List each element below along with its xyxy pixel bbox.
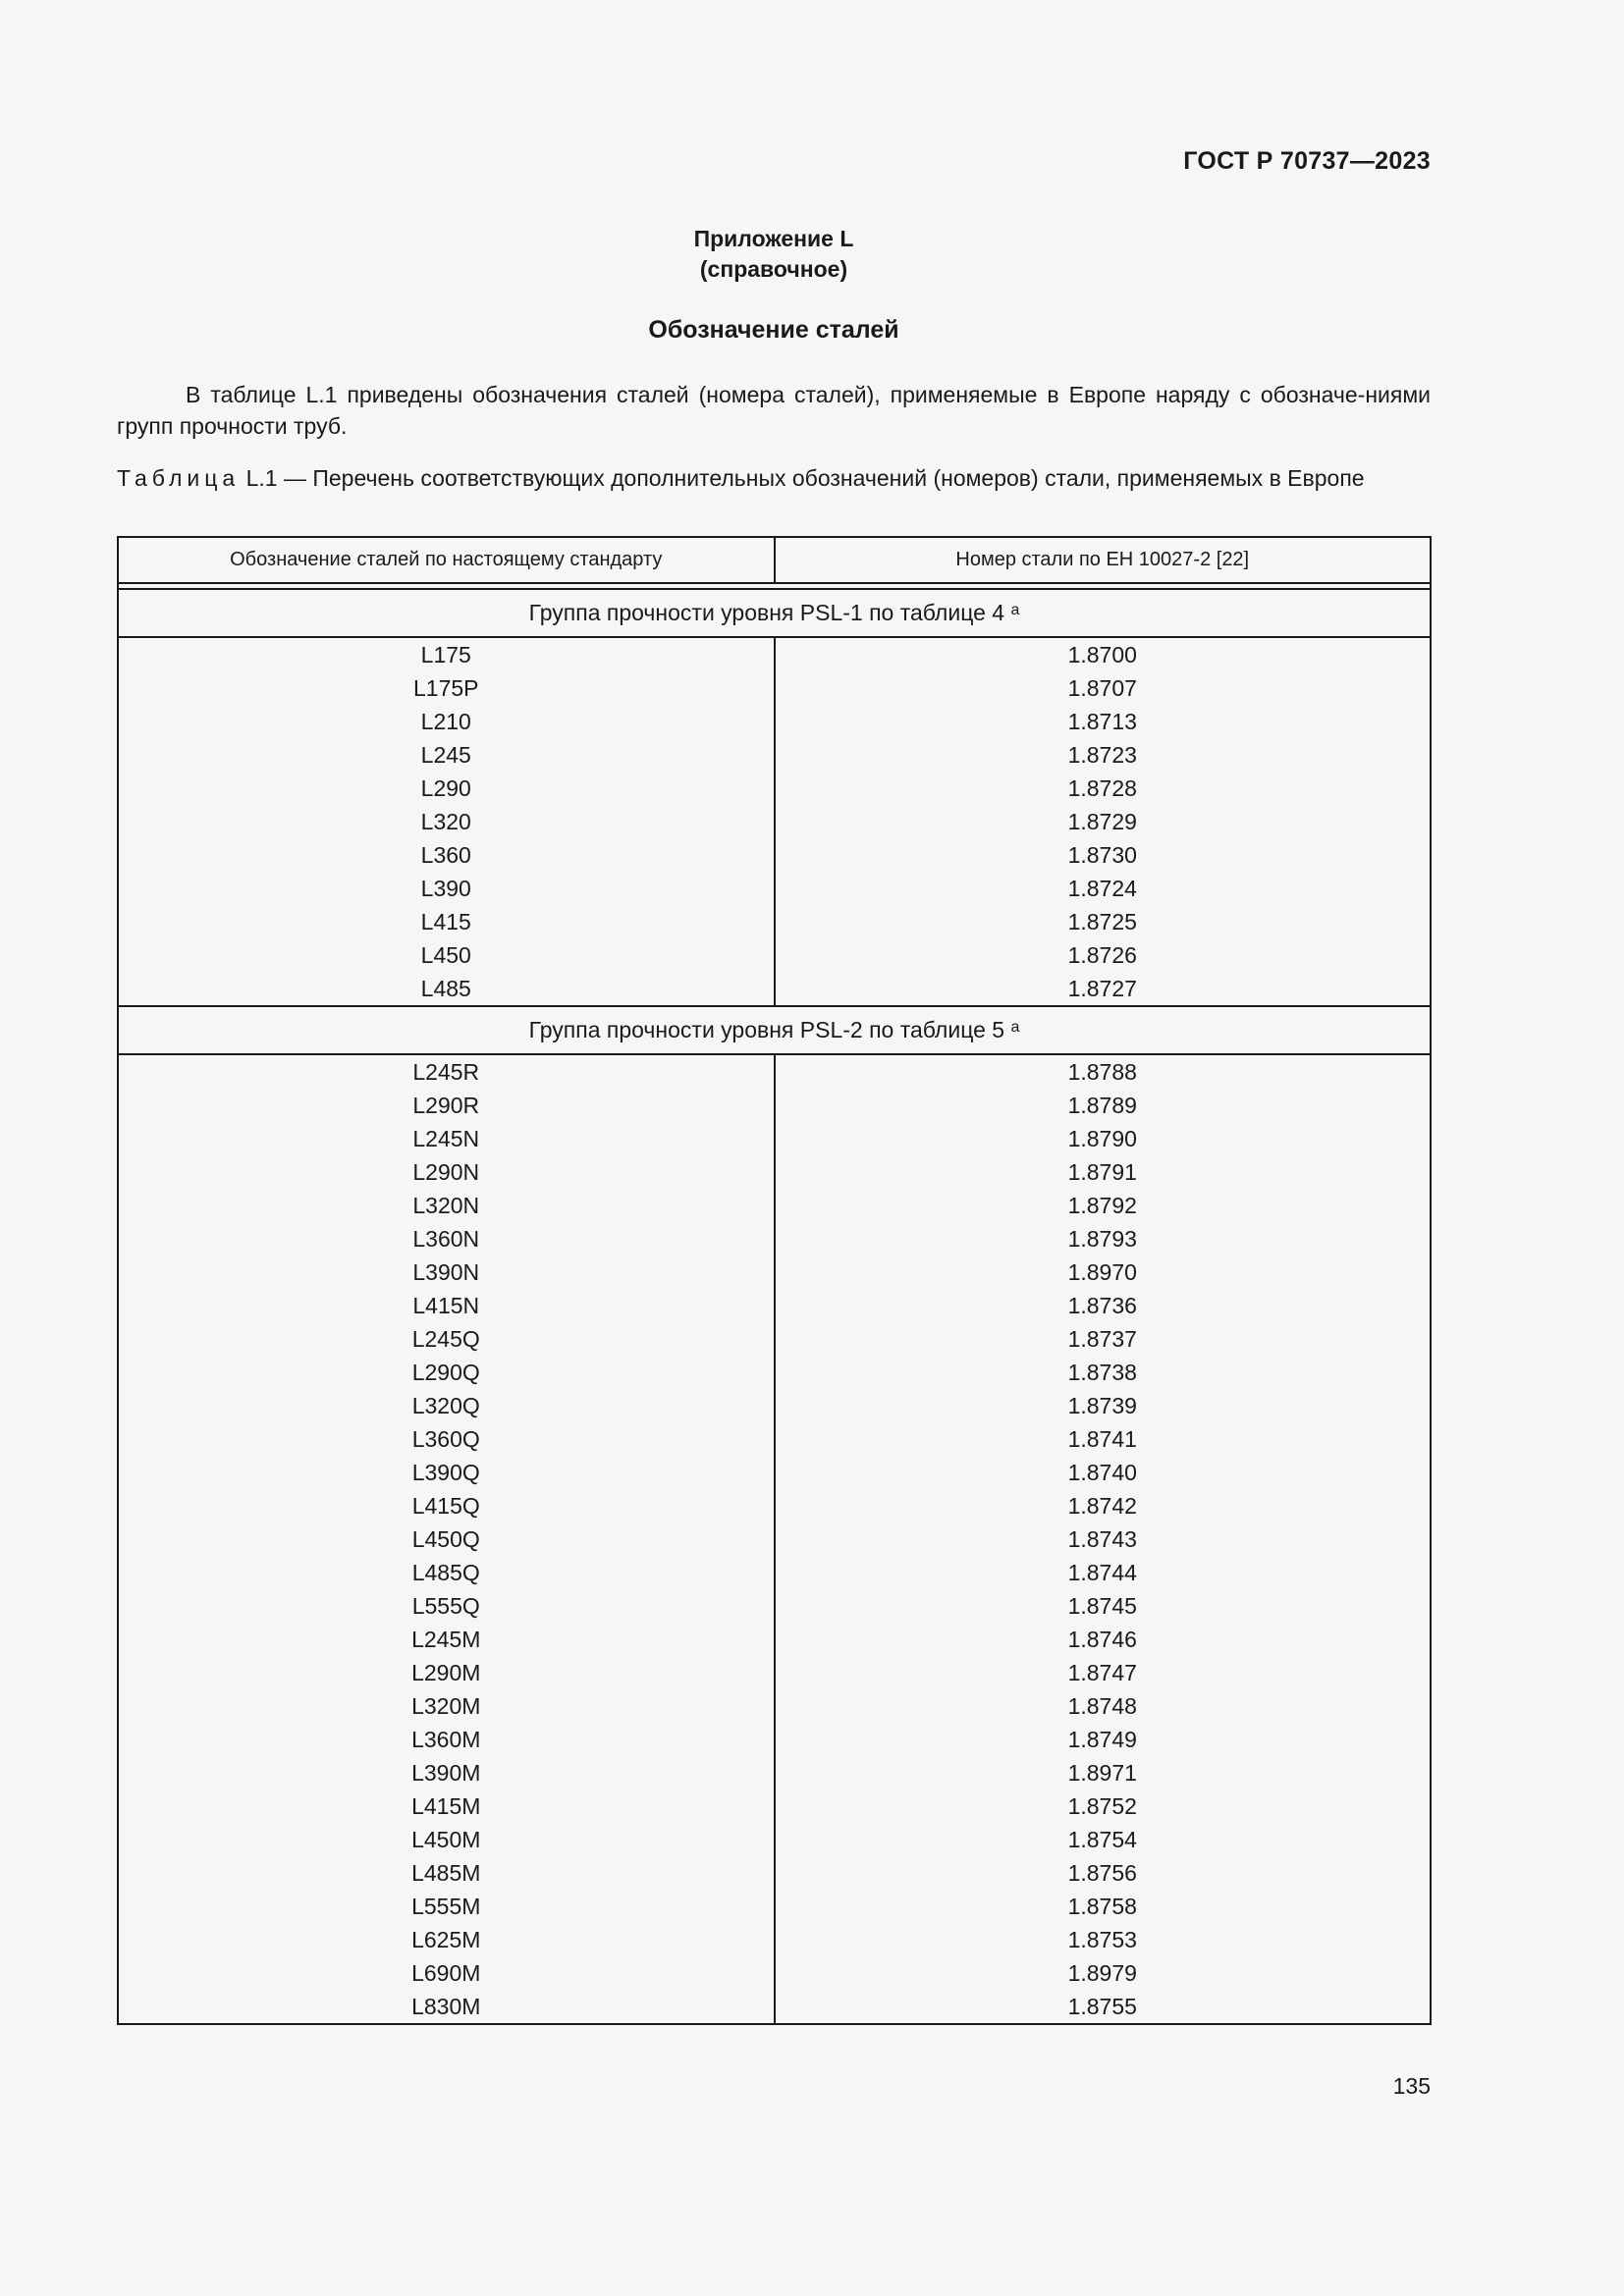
steel-number: 1.8730 [1067, 842, 1137, 868]
steel-number: 1.8743 [1067, 1526, 1137, 1552]
footnote-marker: a [1010, 1019, 1020, 1036]
steel-grade: L450 [420, 942, 471, 968]
steel-designation-table [117, 536, 1432, 2025]
steel-grade: L290M [411, 1660, 481, 1685]
footnote-marker: a [1010, 602, 1020, 618]
header-steel-number: Номер стали по ЕН 10027-2 [22] [775, 537, 1432, 583]
group-title-psl1 [118, 589, 1431, 637]
steel-grade: L290Q [411, 1360, 480, 1385]
steel-grade: L555Q [411, 1593, 480, 1619]
steel-grade: L485 [420, 976, 471, 1001]
steel-grade: L245R [412, 1059, 480, 1085]
steel-grade: L830M [411, 1994, 481, 2019]
steel-grade: L485Q [411, 1560, 480, 1585]
steel-grade: L320 [420, 809, 471, 834]
steel-grade: L415M [411, 1793, 481, 1819]
steel-number: 1.8737 [1067, 1326, 1137, 1352]
steel-number: 1.8713 [1067, 709, 1137, 734]
steel-grade: L245 [420, 742, 471, 768]
table-caption-text: L.1 — Перечень соответствующих дополнительных обозначений (номеров) стали, применяемых в Европе [240, 465, 1365, 491]
steel-number: 1.8739 [1067, 1393, 1137, 1418]
table-header-row [118, 537, 1431, 583]
steel-grade: L175 [420, 642, 471, 667]
appendix-heading [0, 224, 1547, 285]
steel-number: 1.8788 [1067, 1059, 1137, 1085]
numbers-column-psl1 [775, 637, 1432, 1006]
document-code: ГОСТ Р 70737—2023 [1183, 147, 1431, 175]
steel-number: 1.8971 [1067, 1760, 1137, 1786]
grades-column-psl2 [118, 1054, 775, 2024]
steel-number: 1.8789 [1067, 1093, 1137, 1118]
steel-grade: L245M [411, 1627, 481, 1652]
steel-number: 1.8700 [1067, 642, 1137, 667]
steel-grade: L320M [411, 1693, 481, 1719]
steel-number: 1.8726 [1067, 942, 1137, 968]
intro-paragraph: В таблице L.1 приведены обозначения сталей (номера сталей), применяемые в Европе наряду с обозначе-ниями групп прочности труб. [117, 382, 1431, 439]
steel-grade: L450M [411, 1827, 481, 1852]
steel-number: 1.8754 [1067, 1827, 1137, 1852]
steel-number: 1.8744 [1067, 1560, 1137, 1585]
steel-number: 1.8740 [1067, 1460, 1137, 1485]
steel-number: 1.8724 [1067, 876, 1137, 901]
steel-number: 1.8738 [1067, 1360, 1137, 1385]
steel-number: 1.8745 [1067, 1593, 1137, 1619]
group-row-psl1 [118, 589, 1431, 637]
steel-grade: L390M [411, 1760, 481, 1786]
steel-grade: L360M [411, 1727, 481, 1752]
steel-number: 1.8756 [1067, 1860, 1137, 1886]
steel-grade: L625M [411, 1927, 481, 1952]
steel-grade: L415N [412, 1293, 480, 1318]
steel-grade: L415 [420, 909, 471, 934]
steel-grade: L290 [420, 775, 471, 801]
steel-grade: L360N [412, 1226, 480, 1252]
steel-number: 1.8755 [1067, 1994, 1137, 2019]
steel-grade: L245Q [411, 1326, 480, 1352]
grades-column-psl1 [118, 637, 775, 1006]
page-number: 135 [1392, 2073, 1431, 2099]
steel-number: 1.8970 [1067, 1259, 1137, 1285]
steel-grade: L390 [420, 876, 471, 901]
steel-number: 1.8727 [1067, 976, 1137, 1001]
steel-grade: L360 [420, 842, 471, 868]
steel-number: 1.8747 [1067, 1660, 1137, 1685]
steel-number: 1.8793 [1067, 1226, 1137, 1252]
steel-grade: L360Q [411, 1426, 480, 1452]
steel-grade: L210 [420, 709, 471, 734]
steel-grade: L245N [412, 1126, 480, 1151]
group-body-psl1 [118, 637, 1431, 1006]
section-title: Обозначение сталей [648, 316, 899, 344]
steel-number: 1.8723 [1067, 742, 1137, 768]
steel-grade: L690M [411, 1960, 481, 1986]
header-steel-designation: Обозначение сталей по настоящему стандарту [118, 537, 775, 583]
group-title-text: Группа прочности уровня PSL-2 по таблице 5 [528, 1017, 1005, 1042]
steel-number: 1.8753 [1067, 1927, 1137, 1952]
appendix-title: Приложение L [693, 226, 854, 251]
steel-grade: L555M [411, 1894, 481, 1919]
steel-grade: L290N [412, 1159, 480, 1185]
steel-number: 1.8748 [1067, 1693, 1137, 1719]
numbers-column-psl2 [775, 1054, 1432, 2024]
appendix-subtitle: (справочное) [699, 256, 848, 282]
group-row-psl2 [118, 1006, 1431, 1054]
steel-grade: L290R [412, 1093, 480, 1118]
steel-number: 1.8725 [1067, 909, 1137, 934]
steel-grade: L390Q [411, 1460, 480, 1485]
steel-number: 1.8752 [1067, 1793, 1137, 1819]
steel-number: 1.8758 [1067, 1894, 1137, 1919]
steel-number: 1.8979 [1067, 1960, 1137, 1986]
group-body-psl2 [118, 1054, 1431, 2024]
steel-grade: L450Q [411, 1526, 480, 1552]
steel-number: 1.8746 [1067, 1627, 1137, 1652]
steel-number: 1.8742 [1067, 1493, 1137, 1519]
steel-number: 1.8729 [1067, 809, 1137, 834]
group-title-psl2 [118, 1006, 1431, 1054]
steel-grade: L320Q [411, 1393, 480, 1418]
table-caption-label: Таблица [117, 465, 241, 491]
steel-number: 1.8736 [1067, 1293, 1137, 1318]
steel-grade: L485M [411, 1860, 481, 1886]
steel-number: 1.8791 [1067, 1159, 1137, 1185]
steel-grade: L390N [412, 1259, 480, 1285]
steel-number: 1.8792 [1067, 1193, 1137, 1218]
group-title-text: Группа прочности уровня PSL-1 по таблице 4 [528, 600, 1005, 625]
table-caption [117, 462, 1431, 494]
steel-number: 1.8728 [1067, 775, 1137, 801]
steel-number: 1.8790 [1067, 1126, 1137, 1151]
steel-number: 1.8707 [1067, 675, 1137, 701]
steel-grade: L175P [412, 675, 479, 701]
steel-number: 1.8749 [1067, 1727, 1137, 1752]
steel-number: 1.8741 [1067, 1426, 1137, 1452]
steel-grade: L415Q [411, 1493, 480, 1519]
steel-grade: L320N [412, 1193, 480, 1218]
